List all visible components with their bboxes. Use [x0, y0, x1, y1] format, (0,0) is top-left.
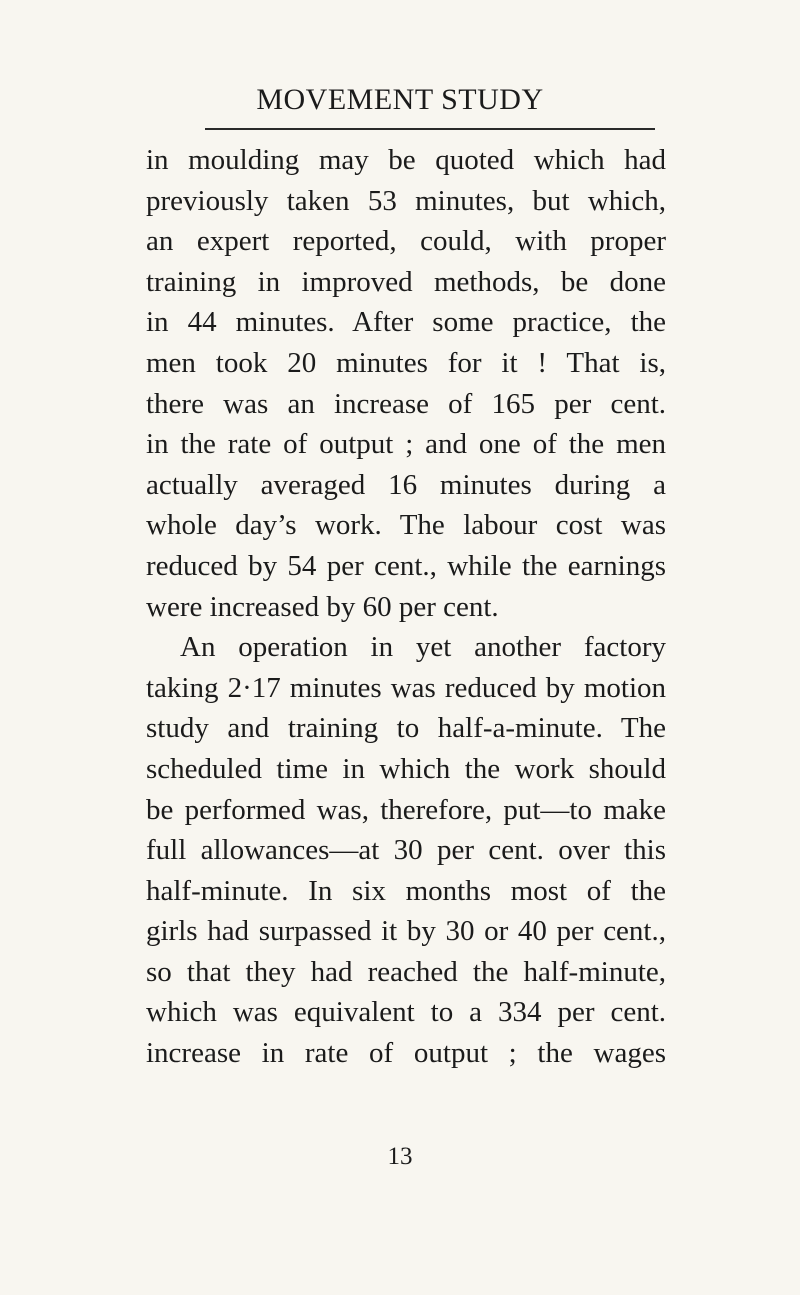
text-line: girls had surpassed it by 30 or 40 per cent.,: [146, 915, 666, 948]
text-line: increase in rate of output ; the wages: [146, 1037, 666, 1070]
page-number: 13: [387, 1143, 413, 1170]
text-line: whole day’s work. The labour cost was: [146, 509, 666, 542]
text-line: which was equivalent to a 334 per cent.: [146, 996, 666, 1029]
text-line: reduced by 54 per cent., while the earnings: [146, 549, 666, 582]
text-line: taking 2·17 minutes was reduced by motion: [146, 671, 666, 704]
text-line: study and training to half-a-minute. The: [146, 712, 666, 745]
text-line: half-minute. In six months most of the: [146, 874, 666, 907]
text-line: so that they had reached the half-minute,: [146, 955, 666, 988]
text-line: men took 20 minutes for it ! That is,: [146, 346, 666, 379]
text-line: in 44 minutes. After some practice, the: [146, 306, 666, 339]
text-line: in the rate of output ; and one of the men: [146, 428, 666, 461]
text-line: were increased by 60 per cent.: [146, 590, 499, 623]
running-head: MOVEMENT STUDY: [256, 83, 544, 116]
body-text: [146, 140, 666, 1074]
text-line: there was an increase of 165 per cent.: [146, 387, 666, 420]
text-line: in moulding may be quoted which had: [146, 144, 666, 176]
text-line: scheduled time in which the work should: [146, 752, 666, 785]
text-line: training in improved methods, be done: [146, 265, 666, 298]
header-rule: [205, 128, 655, 130]
text-line: previously taken 53 minutes, but which,: [146, 184, 666, 217]
text-line: An operation in yet another factory: [180, 631, 666, 664]
text-line: be performed was, therefore, put—to make: [146, 793, 666, 826]
text-line: actually averaged 16 minutes during a: [146, 468, 666, 501]
text-line: full allowances—at 30 per cent. over this: [146, 834, 666, 867]
text-line: an expert reported, could, with proper: [146, 225, 666, 258]
